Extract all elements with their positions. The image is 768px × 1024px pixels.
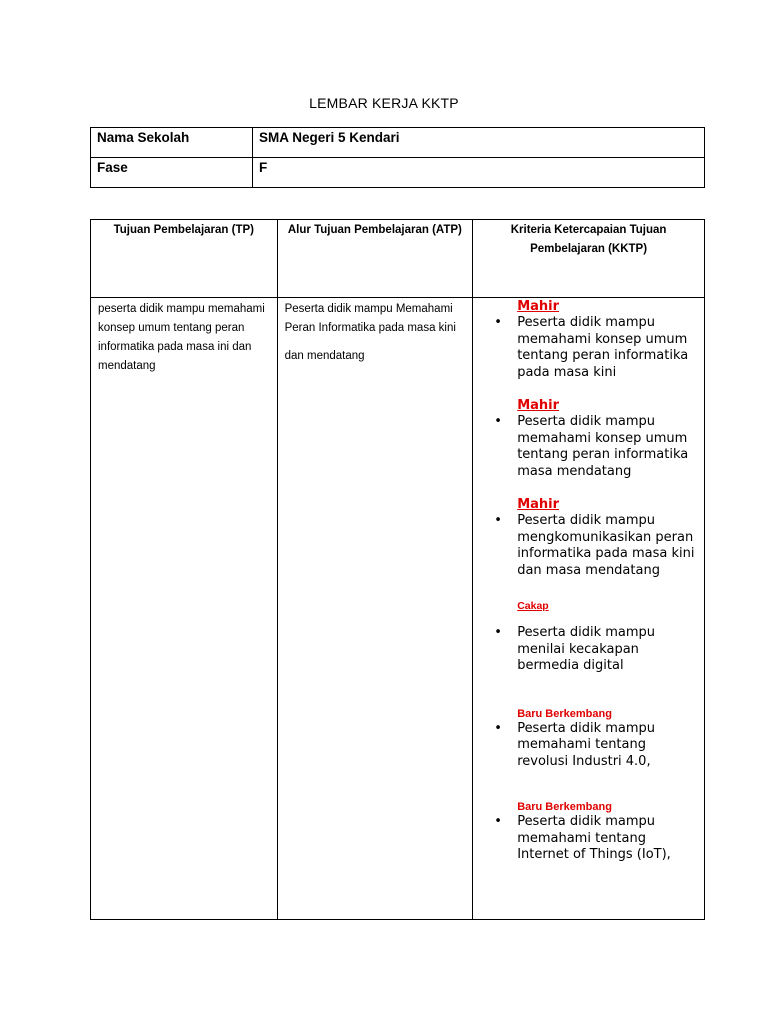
item-text: Peserta didik mampu menilai kecakapan bermedia digital [517, 625, 656, 673]
header-kktp: Kriteria Ketercapaian Tujuan Pembelajaran (KKTP) [473, 220, 705, 298]
atp-text-1: Peserta didik mampu Memahami Peran Informatika pada masa kini [284, 303, 456, 334]
item-text: Peserta didik mampu memahami tentang Internet of Things (IoT), [517, 814, 671, 862]
bullet-icon: • [494, 814, 502, 829]
item-text: Peserta didik mampu memahami konsep umum tentang peran informatika masa mendatang [517, 414, 689, 479]
bullet-icon: • [494, 625, 502, 640]
level-label: Mahir [517, 398, 560, 413]
kktp-item-5 [494, 707, 699, 771]
phase-value: F [253, 158, 705, 188]
tp-text: peserta didik mampu memahami konsep umum tentang peran informatika pada masa ini dan mendatang [98, 303, 265, 372]
bullet-icon: • [494, 720, 502, 736]
header-tp: Tujuan Pembelajaran (TP) [91, 220, 278, 298]
level-label: Baru Berkembang [517, 707, 612, 720]
page-title: LEMBAR KERJA KKTP [309, 95, 459, 111]
level-label: Mahir [517, 497, 560, 512]
kktp-table [90, 219, 705, 920]
tp-cell [91, 298, 278, 920]
kktp-item-4 [494, 599, 699, 675]
level-label: Cakap [517, 600, 549, 612]
list-item [494, 625, 699, 675]
school-value: SMA Negeri 5 Kendari [253, 128, 705, 158]
list-item [494, 414, 699, 480]
school-info-table [90, 127, 705, 188]
kktp-item-1 [494, 299, 699, 381]
level-label: Baru Berkembang [517, 801, 612, 813]
list-item [494, 814, 699, 864]
bullet-icon: • [494, 513, 502, 528]
list-item [494, 513, 699, 579]
table-body-row [91, 298, 705, 920]
list-item [494, 315, 699, 381]
school-row [91, 128, 705, 158]
kktp-item-3 [494, 497, 699, 579]
bullet-icon: • [494, 315, 502, 330]
kktp-list [474, 299, 703, 864]
school-label: Nama Sekolah [91, 128, 253, 158]
item-text: Peserta didik mampu memahami tentang revolusi Industri 4.0, [517, 720, 656, 769]
table-header-row [91, 220, 705, 298]
phase-label: Fase [91, 158, 253, 188]
atp-text-2: dan mendatang [284, 350, 365, 362]
item-text: Peserta didik mampu mengkomunikasikan peran informatika pada masa kini dan masa mendatang [517, 513, 695, 578]
header-atp: Alur Tujuan Pembelajaran (ATP) [277, 220, 473, 298]
phase-row [91, 158, 705, 188]
list-item [494, 720, 699, 771]
level-label: Mahir [517, 299, 560, 314]
item-text: Peserta didik mampu memahami konsep umum tentang peran informatika pada masa kini [517, 315, 689, 380]
atp-cell [277, 298, 473, 920]
kktp-item-6 [494, 800, 699, 864]
kktp-cell [473, 298, 705, 920]
bullet-icon: • [494, 414, 502, 429]
kktp-item-2 [494, 398, 699, 480]
